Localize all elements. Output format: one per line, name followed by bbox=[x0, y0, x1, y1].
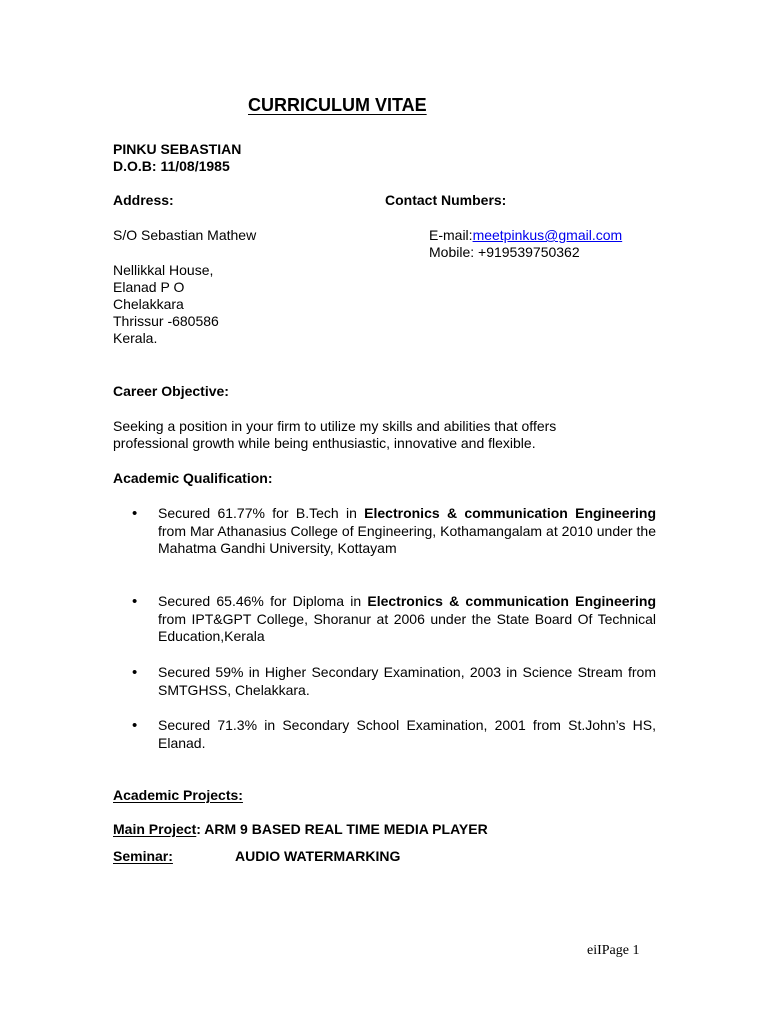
qualification-item bbox=[113, 664, 656, 699]
career-text: professional growth while being enthusiastic, innovative and flexible. bbox=[113, 435, 536, 451]
email-link[interactable]: meetpinkus@gmail.com bbox=[472, 227, 623, 243]
academic-heading: Academic Qualification: bbox=[113, 470, 273, 486]
main-project bbox=[113, 821, 488, 838]
bullet-icon: • bbox=[132, 717, 138, 734]
qualification-field: Electronics & communication Engineering bbox=[364, 505, 657, 521]
bullet-icon: • bbox=[132, 593, 138, 610]
main-project-label: Main Project bbox=[113, 821, 197, 837]
email-prefix: E-mail: bbox=[429, 227, 473, 243]
document-title: CURRICULUM VITAE bbox=[248, 95, 427, 115]
qualification-text: Secured 61.77% for B.Tech in bbox=[158, 505, 365, 521]
seminar-value: AUDIO WATERMARKING bbox=[235, 848, 401, 864]
bullet-icon: • bbox=[132, 664, 138, 681]
contact-heading: Contact Numbers: bbox=[385, 192, 507, 208]
candidate-name: PINKU SEBASTIAN bbox=[113, 141, 242, 157]
mobile-number: Mobile: +919539750362 bbox=[429, 244, 580, 260]
qualification-text: Secured 59% in Higher Secondary Examination, 2003 in Science Stream from SMTGHSS, Chelakkara. bbox=[158, 664, 656, 698]
qualification-text: from IPT&GPT College, Shoranur at 2006 under the State Board Of Technical Education,Kerala bbox=[158, 610, 656, 644]
date-of-birth: D.O.B: 11/08/1985 bbox=[113, 158, 230, 174]
seminar-label: Seminar: bbox=[113, 848, 173, 864]
career-text: Seeking a position in your firm to utilize my skills and abilities that offers bbox=[113, 418, 557, 434]
qualification-item bbox=[113, 717, 656, 752]
address-heading: Address: bbox=[113, 192, 174, 208]
qualification-item bbox=[113, 505, 656, 558]
projects-heading: Academic Projects: bbox=[113, 787, 243, 803]
qualification-text: Secured 65.46% for Diploma in bbox=[158, 593, 368, 609]
address-line: Nellikkal House, bbox=[113, 262, 214, 278]
qualification-text: from Mar Athanasius College of Engineering, Kothamangalam at 2010 under the Mahatma Gandhi University, Kottayam bbox=[158, 522, 656, 556]
qualification-field: Electronics & communication Engineering bbox=[367, 593, 657, 609]
address-line: Elanad P O bbox=[113, 279, 185, 295]
address-line: Chelakkara bbox=[113, 296, 184, 312]
email-line bbox=[429, 227, 622, 244]
page-footer: eiIPage 1 bbox=[587, 943, 640, 958]
qualification-text: Secured 71.3% in Secondary School Examination, 2001 from St.John’s HS, Elanad. bbox=[158, 717, 656, 751]
career-heading: Career Objective: bbox=[113, 383, 229, 399]
address-line: Kerala. bbox=[113, 330, 158, 346]
address-line: S/O Sebastian Mathew bbox=[113, 227, 257, 243]
address-line: Thrissur -680586 bbox=[113, 313, 219, 329]
main-project-value: : ARM 9 BASED REAL TIME MEDIA PLAYER bbox=[196, 821, 488, 837]
qualification-item bbox=[113, 593, 656, 646]
bullet-icon: • bbox=[132, 505, 138, 522]
